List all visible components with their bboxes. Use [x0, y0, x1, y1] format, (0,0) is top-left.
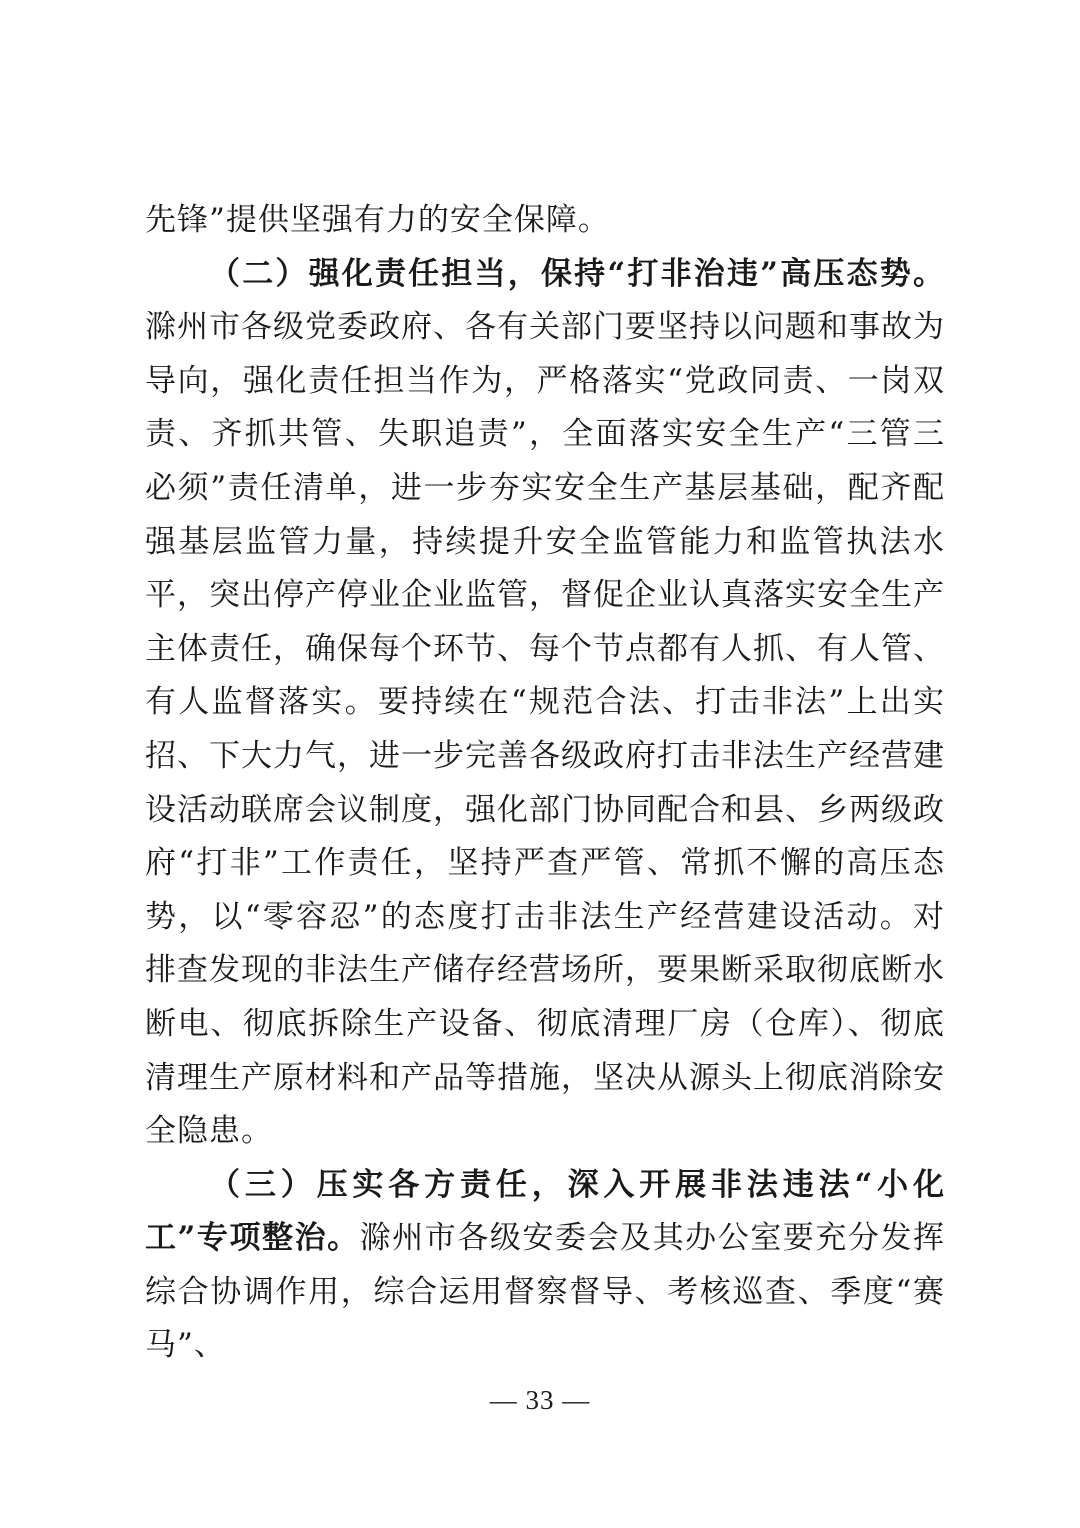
body-text [145, 194, 945, 1373]
paragraph-section-3 [145, 1159, 945, 1373]
paragraph-text: 滁州市各级党委政府、各有关部门要坚持以问题和事故为导向，强化责任担当作为，严格落实“党政同责、一岗双责、齐抓共管、失职追责”，全面落实安全生产“三管三必须”责任清单，进一步夯实安全生产基层基础，配齐配强基层监管力量，持续提升安全监管能力和监管执法水平，突出停产停业企业监管，督促企业认真落实安全生产主体责任，确保每个环节、每个节点都有人抓、有人管、有人监督落实。要持续在“规范合法、打击非法”上出实招、下大力气，进一步完善各级政府打击非法生产经营建设活动联席会议制度，强化部门协同配合和县、乡两级政府“打非”工作责任，坚持严查严管、常抓不懈的高压态势，以“零容忍”的态度打击非法生产经营建设活动。对排查发现的非法生产储存经营场所，要果断采取彻底断水断电、彻底拆除生产设备、彻底清理厂房（仓库）、彻底清理生产原材料和产品等措施，坚决从源头上彻底消除安全隐患。 [145, 309, 945, 1150]
paragraph-continuation [145, 194, 945, 248]
page-number: — 33 — [489, 1385, 591, 1415]
paragraph-text: 滁州市各级安委会及其办公室要充分发挥综合协调作用，综合运用督察督导、考核巡查、季度“赛马”、 [145, 1220, 945, 1364]
section-heading-2: （二）强化责任担当，保持“打非治违”高压态势。 [209, 255, 945, 292]
paragraph-text: 先锋”提供坚强有力的安全保障。 [145, 202, 610, 238]
section-heading-3: （三）压实各方责任，深入开展非法违法“小化工”专项整治。 [145, 1166, 945, 1257]
paragraph-section-2 [145, 248, 945, 1159]
